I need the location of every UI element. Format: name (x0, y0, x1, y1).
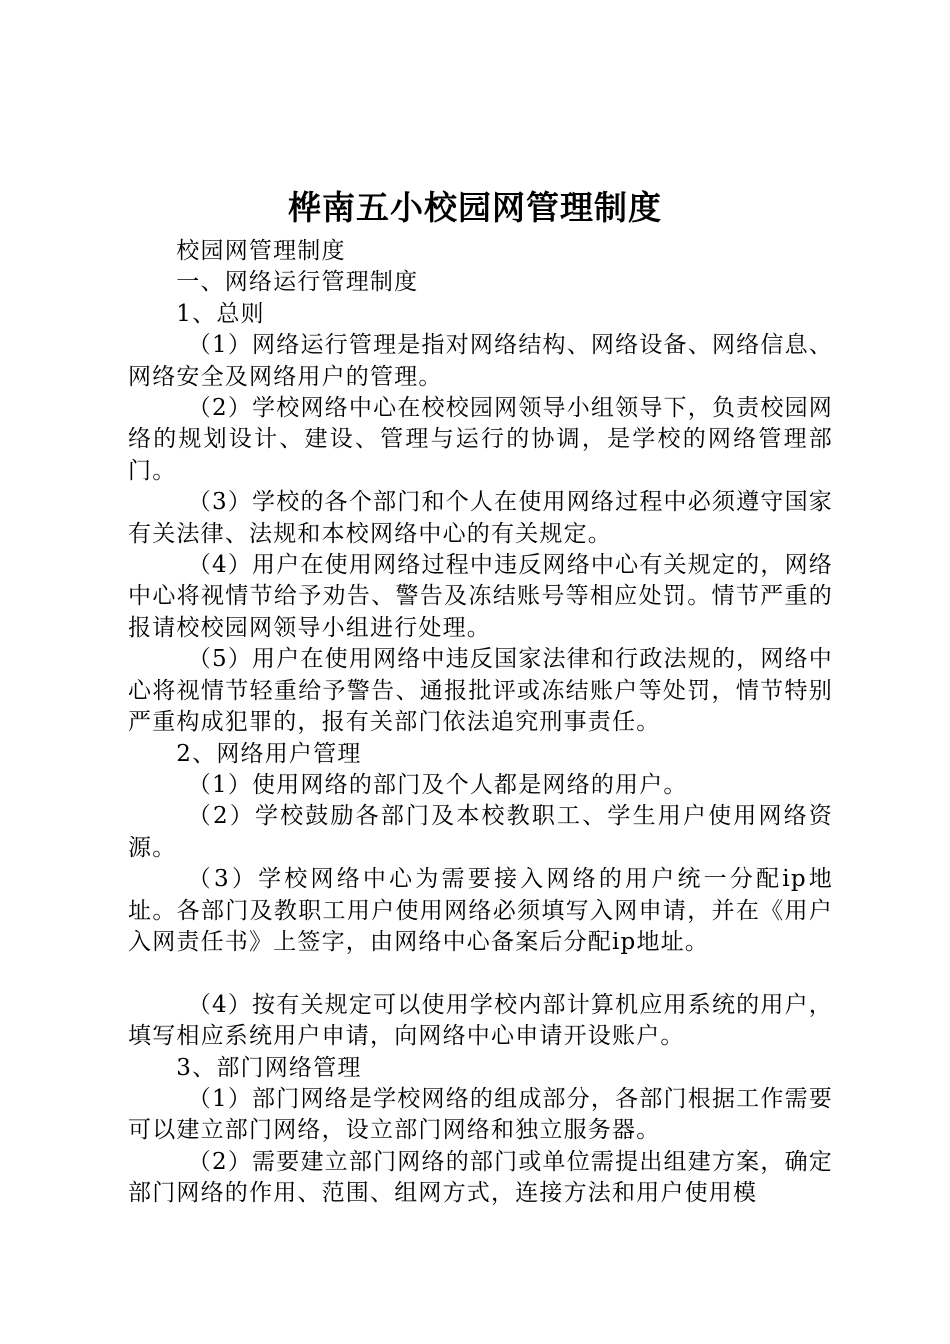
paragraph: （2）学校鼓励各部门及本校教职工、学生用户使用网络资源。 (128, 803, 833, 861)
paragraph: 1、总则 (176, 300, 265, 327)
paragraph: （4）用户在使用网络过程中违反网络中心有关规定的，网络中心将视情节给予劝告、警告及冻结账号等相应处罚。情节严重的报请校校园网领导小组进行处理。 (128, 552, 833, 641)
paragraph: （1）部门网络是学校网络的组成部分，各部门根据工作需要可以建立部门网络，设立部门网络和独立服务器。 (128, 1085, 833, 1144)
paragraph: （5）用户在使用网络中违反国家法律和行政法规的，网络中心将视情节轻重给予警告、通报批评或冻结账户等处罚，情节特别严重构成犯罪的，报有关部门依法追究刑事责任。 (128, 646, 833, 736)
paragraph: 3、部门网络管理 (176, 1054, 362, 1081)
paragraph: （2）学校网络中心在校校园网领导小组领导下，负责校园网络的规划设计、建设、管理与运行的协调，是学校的网络管理部门。 (128, 395, 833, 484)
paragraph: （4）按有关规定可以使用学校内部计算机应用系统的用户，填写相应系统用户申请，向网络中心申请开设账户。 (128, 991, 833, 1050)
paragraph: 校园网管理制度 (176, 238, 346, 264)
document-body (128, 236, 833, 1210)
paragraph: （3）学校的各个部门和个人在使用网络过程中必须遵守国家有关法律、法规和本校网络中心的有关规定。 (128, 489, 833, 547)
document-title: 桦南五小校园网管理制度 (288, 188, 662, 227)
paragraph: （3）学校网络中心为需要接入网络的用户统一分配ip地址。各部门及教职工用户使用网络必须填写入网申请，并在《用户入网责任书》上签字，由网络中心备案后分配ip地址。 (128, 866, 833, 955)
paragraph: （1）网络运行管理是指对网络结构、网络设备、网络信息、网络安全及网络用户的管理。 (128, 332, 833, 390)
paragraph: 一、网络运行管理制度 (176, 269, 419, 296)
blank-line (128, 958, 833, 989)
paragraph: 2、网络用户管理 (176, 740, 362, 767)
paragraph: （1）使用网络的部门及个人都是网络的用户。 (187, 771, 688, 798)
paragraph: （2）需要建立部门网络的部门或单位需提出组建方案，确定部门网络的作用、范围、组网方式，连接方法和用户使用模 (128, 1148, 833, 1207)
